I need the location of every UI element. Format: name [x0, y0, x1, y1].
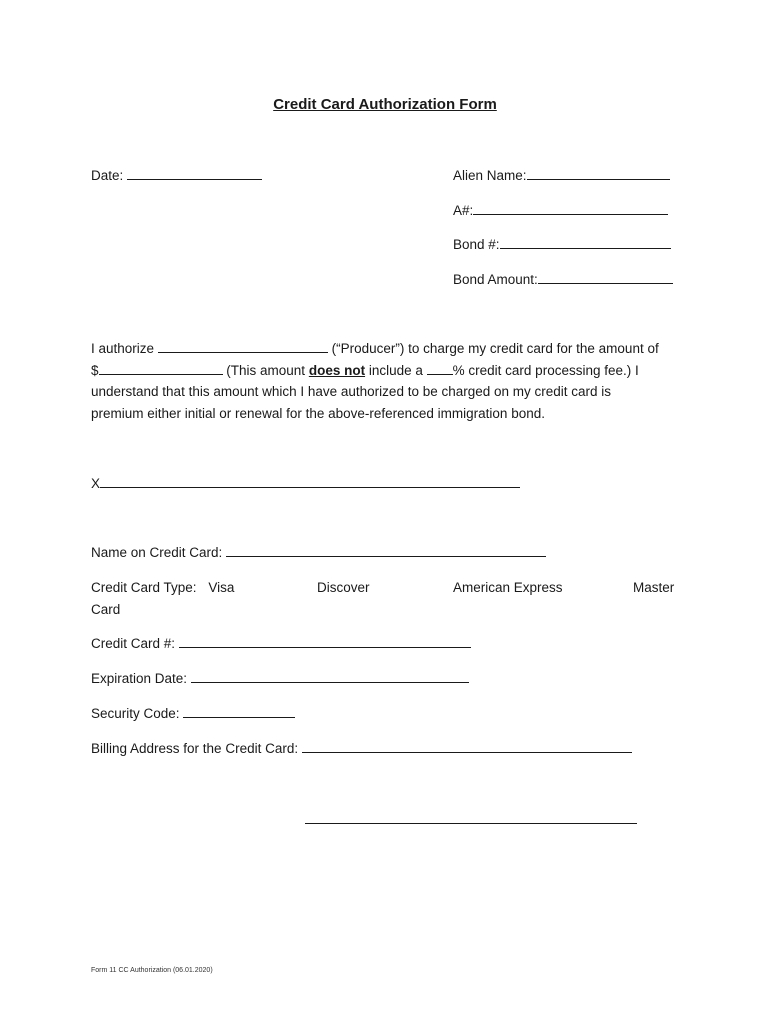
authorization-text: (This amount — [226, 362, 306, 378]
authorization-text: include a — [368, 362, 423, 378]
card-type-card: Card — [91, 602, 121, 617]
name-on-card-label: Name on Credit Card: — [91, 545, 223, 560]
expiration-row — [91, 670, 469, 687]
expiration-label: Expiration Date: — [91, 671, 188, 686]
does-not-emphasis: does not — [308, 362, 366, 378]
form-title: Credit Card Authorization Form — [273, 96, 497, 113]
card-number-row — [91, 635, 471, 652]
authorization-paragraph — [91, 338, 691, 424]
billing-address-line-2[interactable] — [305, 823, 637, 824]
signature-field[interactable] — [100, 475, 520, 488]
bond-amount-row — [453, 271, 673, 288]
signature-mark: X — [91, 476, 101, 491]
card-type-label-row — [91, 579, 234, 596]
authorization-line-3: understand that this amount which I have authorized to be charged on my credit card is — [91, 384, 612, 400]
amount-field[interactable] — [99, 362, 223, 375]
billing-address-label: Billing Address for the Credit Card: — [91, 741, 299, 756]
authorization-line-1 — [91, 338, 691, 360]
a-number-row — [453, 202, 668, 219]
billing-address-row — [91, 740, 632, 757]
security-code-label: Security Code: — [91, 706, 180, 721]
bond-number-row — [453, 236, 671, 253]
producer-field[interactable] — [158, 340, 328, 353]
card-type-discover[interactable]: Discover — [317, 580, 370, 595]
bond-number-label: Bond #: — [453, 237, 500, 252]
signature-row — [91, 475, 520, 492]
dollar-sign: $ — [91, 362, 99, 378]
security-code-field[interactable] — [183, 705, 295, 718]
card-type-master[interactable]: Master — [633, 580, 675, 595]
card-type-visa[interactable]: Visa — [208, 580, 235, 595]
name-on-card-row — [91, 544, 546, 561]
authorization-text: (“Producer”) to charge my credit card for the amount of — [331, 341, 659, 356]
bond-number-field[interactable] — [500, 236, 671, 249]
form-footer: Form 11 CC Authorization (06.01.2020) — [91, 967, 213, 974]
name-on-card-field[interactable] — [226, 544, 546, 557]
date-field[interactable] — [127, 167, 262, 180]
authorization-text: % credit card processing fee.) I — [452, 362, 639, 378]
date-label: Date: — [91, 168, 124, 183]
alien-name-field[interactable] — [527, 167, 670, 180]
card-type-amex[interactable]: American Express — [453, 580, 563, 595]
billing-address-field[interactable] — [302, 740, 632, 753]
authorization-line-4: premium either initial or renewal for the above-referenced immigration bond. — [91, 405, 545, 421]
date-row — [91, 167, 262, 184]
bond-amount-label: Bond Amount: — [453, 272, 538, 287]
authorization-text: I authorize — [91, 341, 155, 356]
security-code-row — [91, 705, 295, 722]
bond-amount-field[interactable] — [538, 271, 673, 284]
card-type-label: Credit Card Type: — [91, 580, 197, 595]
expiration-field[interactable] — [191, 670, 469, 683]
a-number-label: A#: — [453, 203, 474, 218]
card-number-field[interactable] — [179, 635, 471, 648]
a-number-field[interactable] — [473, 202, 668, 215]
card-number-label: Credit Card #: — [91, 636, 176, 651]
authorization-line-2 — [91, 360, 691, 382]
alien-name-label: Alien Name: — [453, 168, 527, 183]
alien-name-row — [453, 167, 670, 184]
fee-percent-field[interactable] — [427, 362, 453, 375]
